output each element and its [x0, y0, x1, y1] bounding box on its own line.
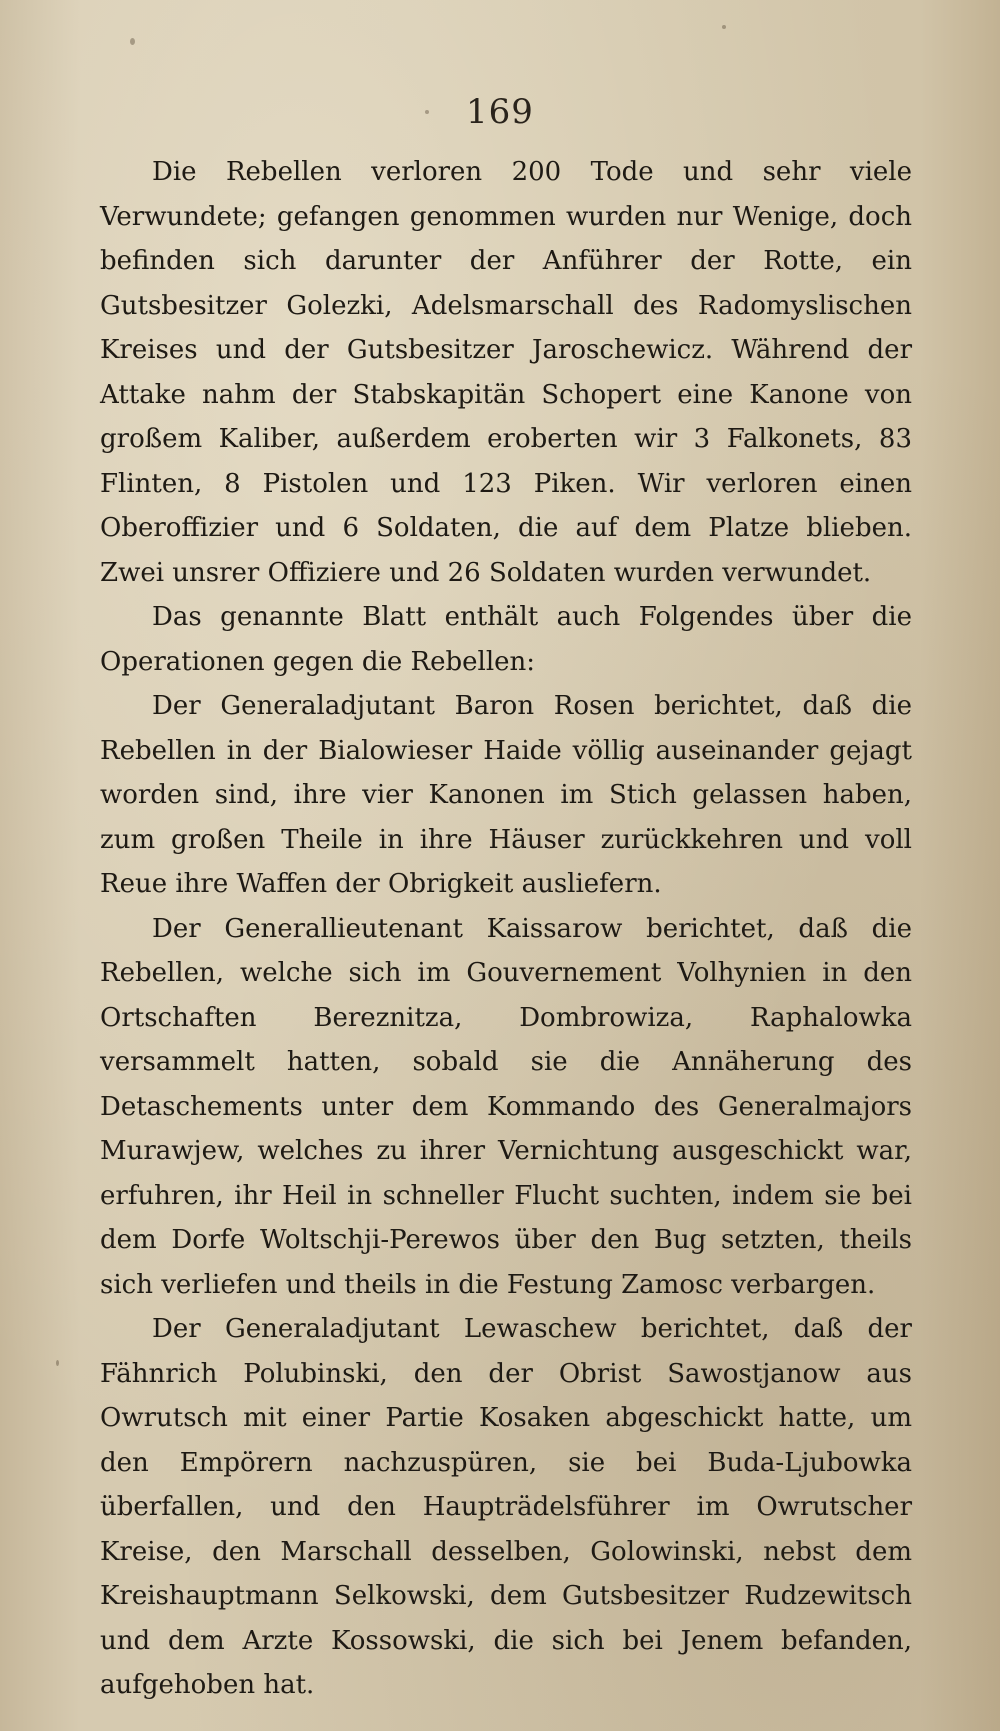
- paper-speck: [130, 38, 135, 45]
- paragraph-3: Der Generaladjutant Baron Rosen berichtet, daß die Rebellen in der Bialowieser Haide völlig auseinander gejagt worden sind, ihre vier Kanonen im Stich gelassen haben, zum großen Theile in ihre Häuser zurückkehren und voll Reue ihre Waffen der Obrigkeit ausliefern.: [100, 691, 912, 899]
- paragraph-5: Der Generaladjutant Lewaschew berichtet, daß der Fähnrich Polubinski, den der Obrist Sawostjanow aus Owrutsch mit einer Partie Kosaken abgeschickt hatte, um den Empörern nachzuspüren, sie bei Buda-Ljubowka überfallen, und den Haupträdelsführer im Owrutscher Kreise, den Marschall desselben, Golowinski, nebst dem Kreishauptmann Selkowski, dem Gutsbesitzer Rudzewitsch und dem Arzte Kossowski, die sich bei Jenem befanden, aufgehoben hat.: [100, 1314, 912, 1700]
- paper-speck: [722, 25, 726, 29]
- paper-speck: [56, 1360, 59, 1366]
- paragraph-4: Der Generallieutenant Kaissarow berichtet, daß die Rebellen, welche sich im Gouvernement Volhynien in den Ortschaften Bereznitza, Dombrowiza, Raphalowka versammelt hatten, sobald sie die Annäherung des Detaschements unter dem Kommando des Generalmajors Murawjew, welches zu ihrer Vernichtung ausgeschickt war, erfuhren, ihr Heil in schneller Flucht suchten, indem sie bei dem Dorfe Woltschji-Perewos über den Bug setzten, theils sich verliefen und theils in die Festung Zamosc verbargen.: [100, 913, 912, 1300]
- paragraph-2: Das genannte Blatt enthält auch Folgendes über die Operationen gegen die Rebellen:: [100, 602, 912, 677]
- body-text: [100, 150, 912, 1708]
- paragraph-1: Die Rebellen verloren 200 Tode und sehr viele Verwundete; gefangen genommen wurden nur Wenige, doch befinden sich darunter der Anführer der Rotte, ein Gutsbesitzer Golezki, Adelsmarschall des Radomyslischen Kreises und der Gutsbesitzer Jaroschewicz. Während der Attake nahm der Stabskapitän Schopert eine Kanone von großem Kaliber, außerdem eroberten wir 3 Falkonets, 83 Flinten, 8 Pistolen und 123 Piken. Wir verloren einen Oberoffizier und 6 Soldaten, die auf dem Platze blieben. Zwei unsrer Offiziere und 26 Soldaten wurden verwundet.: [100, 157, 912, 588]
- page-number: 169: [466, 92, 534, 132]
